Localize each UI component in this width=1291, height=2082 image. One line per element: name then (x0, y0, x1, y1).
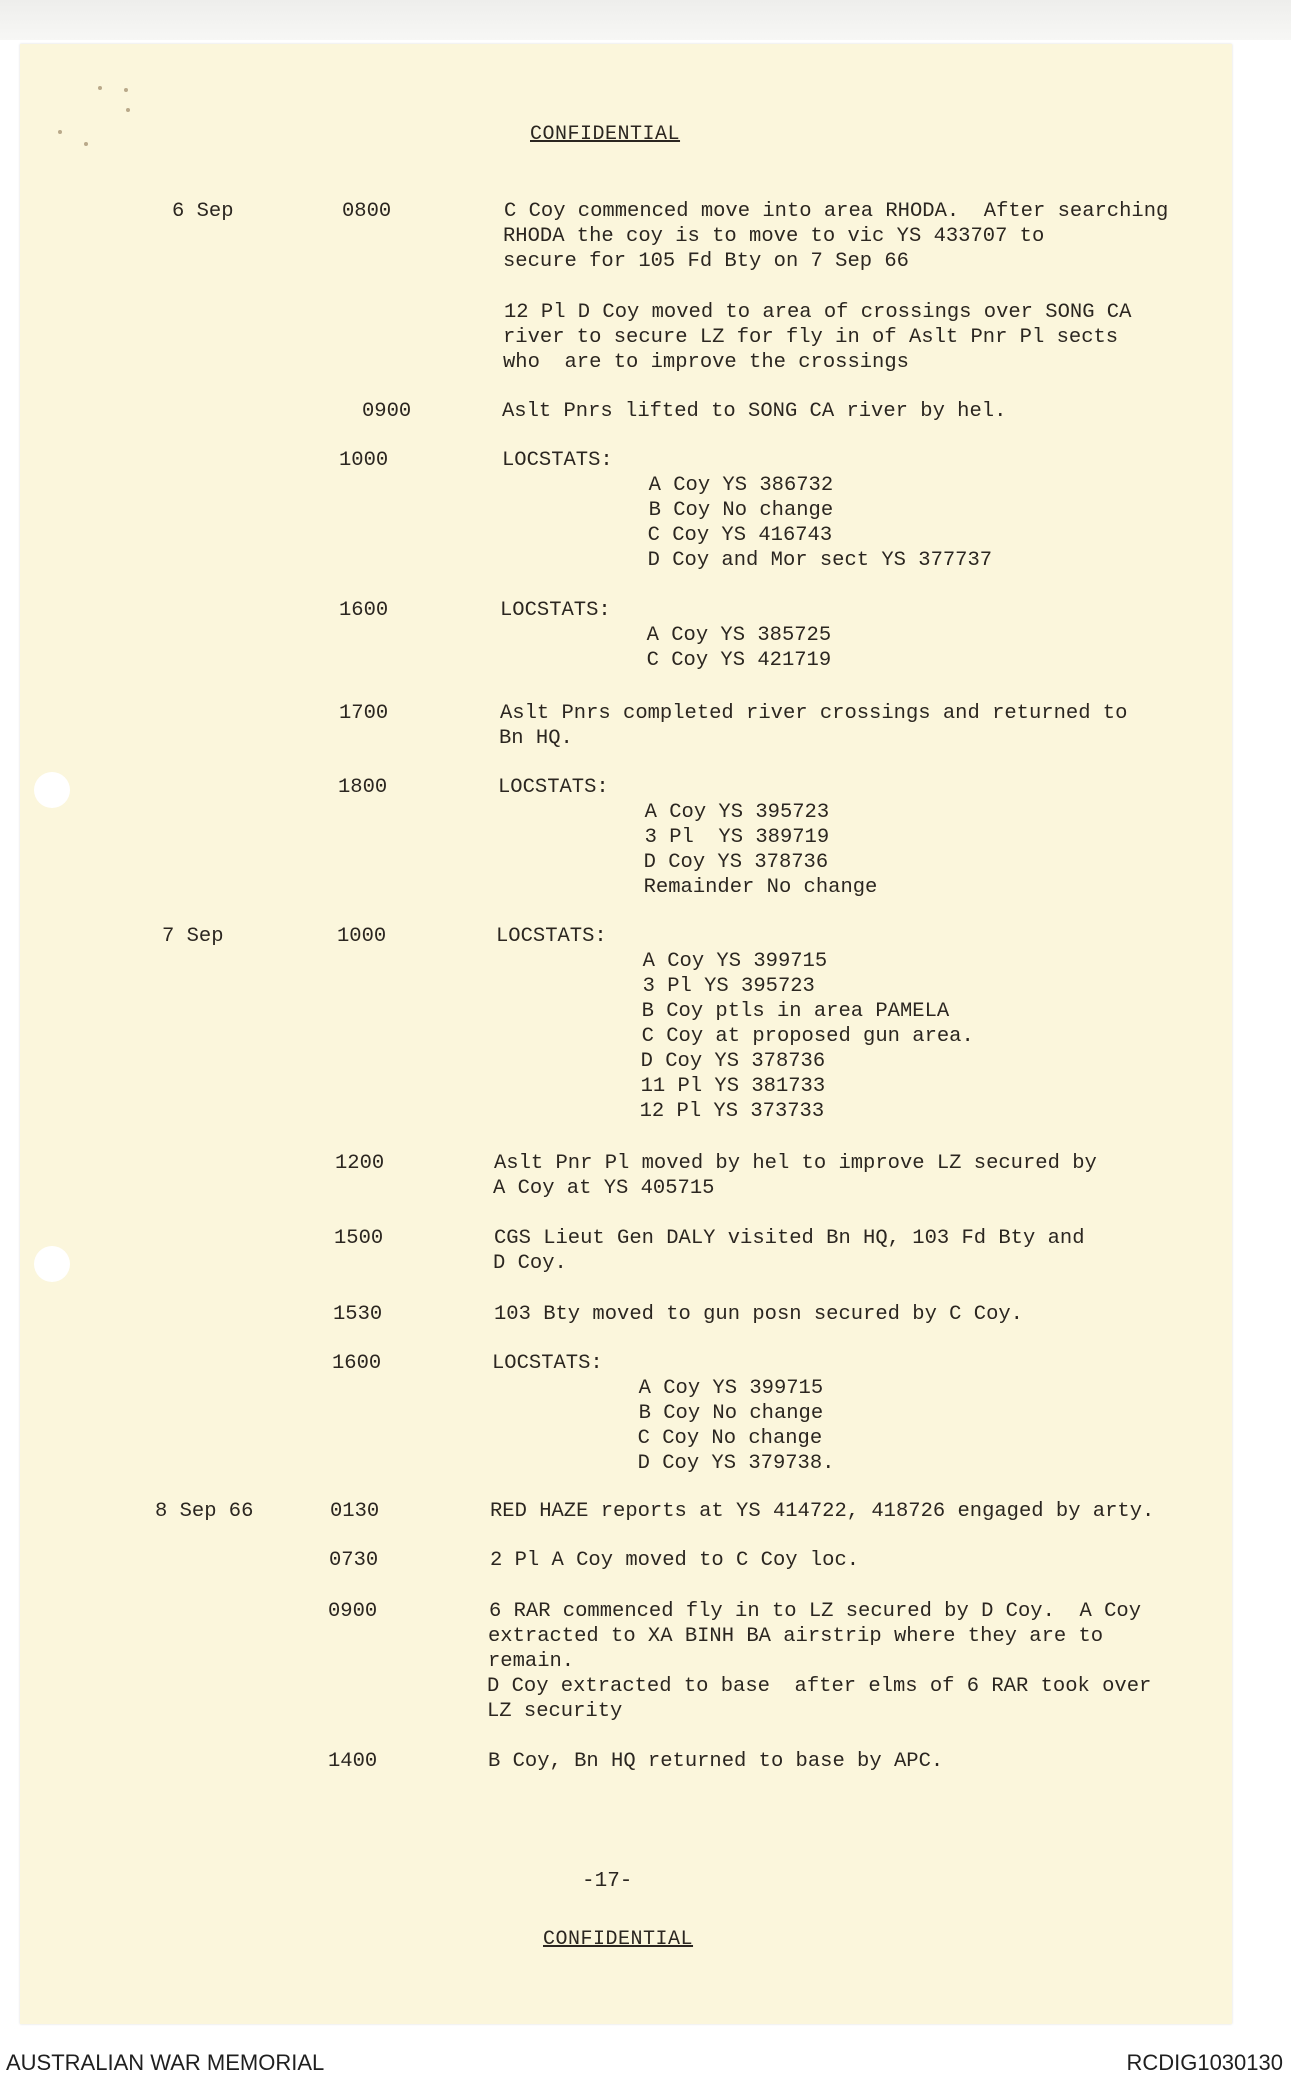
paper-speck (126, 108, 130, 112)
entry-text-line: A Coy YS 399715 (495, 950, 828, 973)
entry-text-line: C Coy commenced move into area RHODA. After searching (504, 200, 1169, 223)
paper-speck (84, 142, 88, 146)
punch-hole-upper (34, 772, 70, 808)
entry-text-line: LOCSTATS: (498, 776, 609, 799)
entry-text-line: who are to improve the crossings (503, 351, 909, 374)
entry-text-line: D Coy. (493, 1252, 567, 1275)
classification-header: CONFIDENTIAL (530, 123, 681, 146)
entry-text-line: river to secure LZ for fly in of Aslt Pnr Pl sects (503, 326, 1119, 349)
entry-text-line: RED HAZE reports at YS 414722, 418726 engaged by arty. (490, 1500, 1155, 1523)
entry-text-line: C Coy YS 416743 (500, 524, 833, 547)
entry-time: 1700 (339, 702, 389, 725)
entry-time: 1200 (335, 1152, 385, 1175)
entry-text-line: D Coy YS 378736 (493, 1050, 826, 1073)
entry-text-line: CGS Lieut Gen DALY visited Bn HQ, 103 Fd Bty and (494, 1227, 1085, 1250)
entry-text-line: A Coy at YS 405715 (493, 1177, 715, 1200)
entry-text-line: 12 Pl D Coy moved to area of crossings over SONG CA (504, 301, 1132, 324)
entry-text-line: C Coy at proposed gun area. (494, 1025, 974, 1048)
entry-text-line: D Coy and Mor sect YS 377737 (500, 549, 993, 572)
entry-text-line: A Coy YS 386732 (501, 474, 834, 497)
archive-reference-id: RCDIG1030130 (1126, 2050, 1283, 2075)
entry-text-line: D Coy YS 378736 (496, 851, 829, 874)
entry-text-line: 3 Pl YS 395723 (495, 975, 815, 998)
entry-time: 1500 (334, 1227, 384, 1250)
entry-text-line: 12 Pl YS 373733 (492, 1100, 825, 1123)
entry-text-line: C Coy YS 421719 (499, 649, 832, 672)
entry-text-line: 11 Pl YS 381733 (493, 1075, 826, 1098)
entry-text-line: C Coy No change (490, 1427, 823, 1450)
entry-date: 8 Sep 66 (155, 1500, 254, 1523)
paper-speck (124, 88, 128, 92)
punch-hole-lower (34, 1246, 70, 1282)
entry-date: 6 Sep (172, 200, 234, 223)
entry-time: 1800 (338, 776, 388, 799)
entry-text-line: 2 Pl A Coy moved to C Coy loc. (490, 1549, 860, 1572)
entry-text-line: A Coy YS 399715 (491, 1377, 824, 1400)
entry-time: 0800 (342, 200, 392, 223)
entry-text-line: LOCSTATS: (492, 1352, 603, 1375)
entry-text-line: D Coy extracted to base after elms of 6 RAR took over (487, 1675, 1152, 1698)
entry-text-line: A Coy YS 395723 (497, 801, 830, 824)
entry-time: 1600 (332, 1352, 382, 1375)
entry-text-line: LOCSTATS: (502, 449, 613, 472)
classification-footer: CONFIDENTIAL (543, 1928, 694, 1951)
entry-time: 0130 (330, 1500, 380, 1523)
scan-top-strip (0, 0, 1291, 40)
entry-text-line: Aslt Pnr Pl moved by hel to improve LZ secured by (494, 1152, 1097, 1175)
entry-text-line: LOCSTATS: (500, 599, 611, 622)
entry-text-line: 103 Bty moved to gun posn secured by C Coy. (494, 1303, 1023, 1326)
entry-date: 7 Sep (162, 925, 224, 948)
entry-text-line: remain. (488, 1650, 575, 1673)
entry-text-line: B Coy No change (491, 1402, 824, 1425)
entry-text-line: LOCSTATS: (496, 925, 607, 948)
entry-time: 0900 (362, 400, 412, 423)
entry-text-line: RHODA the coy is to move to vic YS 433707 to (503, 225, 1045, 248)
entry-time: 1530 (333, 1303, 383, 1326)
entry-text-line: 6 RAR commenced fly in to LZ secured by D Coy. A Coy (489, 1600, 1142, 1623)
entry-time: 1400 (328, 1750, 378, 1773)
paper-speck (58, 130, 62, 134)
archive-source-label: AUSTRALIAN WAR MEMORIAL (6, 2050, 325, 2075)
entry-text-line: D Coy YS 379738. (490, 1452, 835, 1475)
entry-text-line: Aslt Pnrs completed river crossings and returned to (500, 702, 1128, 725)
entry-time: 1000 (337, 925, 387, 948)
entry-text-line: Remainder No change (496, 876, 878, 899)
entry-text-line: B Coy ptls in area PAMELA (494, 1000, 950, 1023)
entry-text-line: 3 Pl YS 389719 (497, 826, 830, 849)
entry-text-line: B Coy No change (501, 499, 834, 522)
page-number: -17- (582, 1870, 633, 1893)
entry-text-line: Aslt Pnrs lifted to SONG CA river by hel. (502, 400, 1007, 423)
entry-text-line: A Coy YS 385725 (499, 624, 832, 647)
entry-time: 0900 (328, 1600, 378, 1623)
entry-text-line: LZ security (487, 1700, 623, 1723)
entry-time: 0730 (329, 1549, 379, 1572)
entry-text-line: B Coy, Bn HQ returned to base by APC. (488, 1750, 944, 1773)
entry-time: 1600 (339, 599, 389, 622)
paper-speck (98, 86, 102, 90)
entry-text-line: extracted to XA BINH BA airstrip where they are to (488, 1625, 1104, 1648)
entry-text-line: Bn HQ. (499, 727, 573, 750)
entry-text-line: secure for 105 Fd Bty on 7 Sep 66 (503, 250, 909, 273)
entry-time: 1000 (339, 449, 389, 472)
